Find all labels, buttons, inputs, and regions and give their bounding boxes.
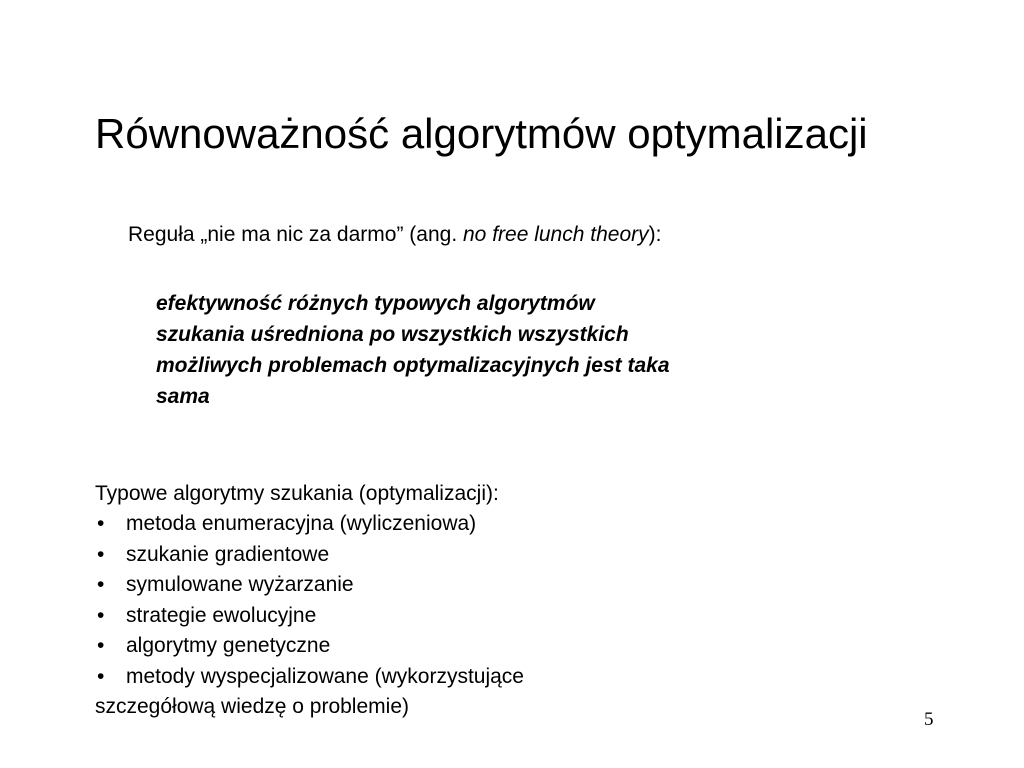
rule-statement-line: efektywność różnych typowych algorytmów bbox=[156, 292, 595, 315]
algorithms-heading: Typowe algorytmy szukania (optymalizacji): bbox=[95, 482, 499, 505]
list-item bbox=[95, 540, 524, 571]
rule-statement-line: szukania uśredniona po wszystkich wszystkich bbox=[156, 323, 629, 346]
algorithms-list-continuation: szczegółową wiedzę o problemie) bbox=[95, 695, 409, 718]
list-item-label: algorytmy genetyczne bbox=[126, 634, 331, 657]
bullet-icon: • bbox=[97, 634, 105, 657]
bullet-icon: • bbox=[97, 542, 105, 566]
list-item-label: symulowane wyżarzanie bbox=[126, 573, 354, 596]
bullet-icon: • bbox=[97, 603, 105, 627]
list-item bbox=[95, 570, 524, 601]
list-item-label: metody wyspecjalizowane (wykorzystujące bbox=[126, 664, 524, 688]
bullet-icon: • bbox=[97, 512, 105, 535]
bullet-icon: • bbox=[97, 664, 105, 688]
rule-intro-suffix: ): bbox=[648, 223, 662, 246]
rule-intro-prefix: Reguła „nie ma nic za darmo” (ang. bbox=[128, 223, 463, 246]
rule-statement bbox=[156, 288, 816, 412]
list-item bbox=[95, 509, 524, 540]
list-item-label: metoda enumeracyjna (wyliczeniowa) bbox=[126, 512, 477, 535]
rule-statement-line: sama bbox=[156, 385, 210, 408]
list-item-label: strategie ewolucyjne bbox=[126, 603, 317, 627]
rule-statement-line: możliwych problemach optymalizacyjnych jest taka bbox=[156, 354, 670, 377]
bullet-icon: • bbox=[97, 573, 105, 596]
slide-title: Równoważność algorytmów optymalizacji bbox=[95, 110, 868, 157]
page-number: 5 bbox=[924, 709, 934, 730]
list-item-label: szukanie gradientowe bbox=[126, 542, 330, 566]
list-item bbox=[95, 631, 524, 662]
list-item bbox=[95, 601, 524, 632]
rule-intro-italic: no free lunch theory bbox=[463, 223, 649, 246]
rule-intro bbox=[128, 220, 661, 250]
algorithms-list bbox=[95, 509, 524, 692]
list-item bbox=[95, 662, 524, 693]
